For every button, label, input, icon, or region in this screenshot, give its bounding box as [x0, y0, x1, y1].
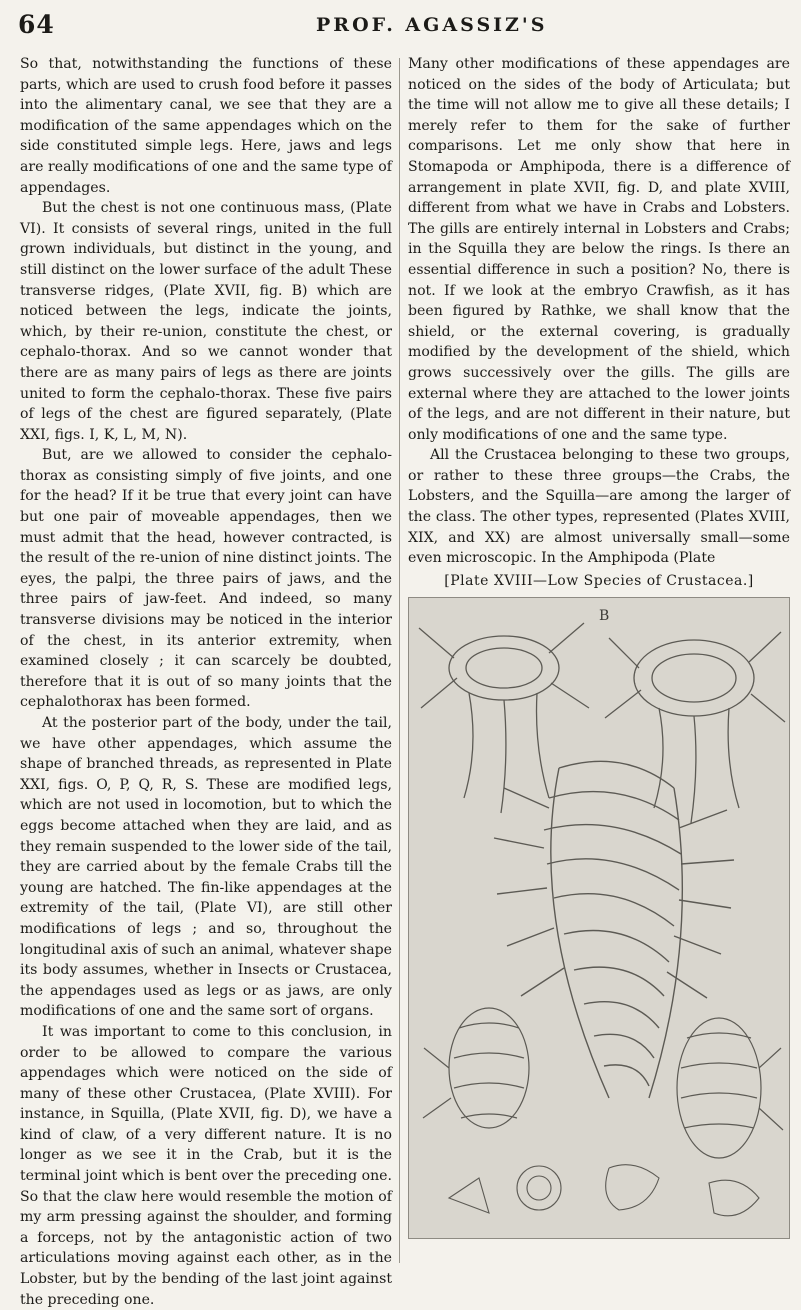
running-title: PROF. AGASSIZ'S: [316, 14, 548, 36]
paragraph: Many other modifications of these appendages are noticed on the sides of the body of Articulata; but the time will not allow me to give all these details; I merely refer to them for the sake of further comparisons. Let me only show that here in Stomapoda or Amphipoda, there is a difference of arrangement in plate XVII, fig. D, and plate XVIII, different from what we have in Crabs and Lobsters. The gills are entirely internal in Lobsters and Crabs; in the Squilla they are below the rings. Is there an essential difference in such a position? No, there is not. If we look at the embryo Crawfish, as it has been figured by Rathke, we shall know that the shield, or the external covering, is gradually modified by the development of the shield, which grows successively over the gills. The gills are external where they are attached to the lower joints of the legs, and are not different in their nature, but only modifications of one and the same type.: [408, 56, 790, 443]
plate-background: [409, 598, 789, 1238]
plate-figure-label: B: [599, 608, 610, 625]
paragraph: At the posterior part of the body, under the tail, we have other appendages, which assume the shape of branched threads, as represented in Plate XXI, figs. O, P, Q, R, S. These are modified legs, which are not used in locomotion, but to which the eggs become attached when they are laid, and as they remain suspended to the lower side of the tail, they are carried about by the female Crabs till the young are hatched. The fin-like appendages at the extremity of the tail, (Plate VI), are still other modifications of legs ; and so, throughout the longitudinal axis of such an animal, whatever shape its body assumes, whether in Insects or Crustacea, the appendages used as legs or as jaws, are only modifications of one and the same sort of organs.: [20, 715, 392, 1020]
paragraph: But the chest is not one continuous mass, (Plate VI). It consists of several rings, united in the full grown individuals, but distinct in the young, and still distinct on the lower surface of the adult These transverse ridges, (Plate XVII, fig. B) which are noticed between the legs, indicate the joints, which, by their re-union, constitute the chest, or cephalo-thorax. And so we cannot wonder that there are as many pairs of legs as there are joints united to form the cephalo-thorax. These five pairs of legs of the chest are figured separately, (Plate XXI, figs. I, K, L, M, N).: [20, 200, 392, 443]
paragraph: But, are we allowed to consider the cephalo-thorax as consisting simply of five joints, and one for the head? If it be true that every joint can have but one pair of moveable appendages, then we must admit that the head, however contracted, is the result of the re-union of nine distinct joints. The eyes, the palpi, the three pairs of jaws, and the three pairs of jaw-feet. And indeed, so many transverse divisions may be noticed in the interior of the chest, in its anterior extremity, when examined closely ; it can scarcely be doubted, therefore that it is out of so many joints that the cephalothorax has been formed.: [20, 447, 392, 711]
page-number: 64: [18, 10, 55, 39]
column-divider: [399, 58, 400, 1263]
running-header: [18, 10, 783, 46]
plate-illustration: [408, 597, 790, 1239]
right-column: [408, 54, 790, 1239]
left-column: [20, 54, 392, 1310]
paragraph: So that, notwithstanding the functions of these parts, which are used to crush food before it passes into the alimentary canal, we see that they are a modification of the same appendages which on the side constituted simple legs. Here, jaws and legs are really modifications of one and the same type of appendages.: [20, 56, 392, 196]
plate-caption: [Plate XVIII—Low Species of Crustacea.]: [444, 572, 754, 589]
paragraph: All the Crustacea belonging to these two groups, or rather to these three groups—the Crabs, the Lobsters, and the Squilla—are among the larger of the class. The other types, represented (Plates XVIII, XIX, and XX) are almost universally small—some even microscopic. In the Amphipoda (Plate: [408, 447, 790, 567]
paragraph: It was important to come to this conclusion, in order to be allowed to compare the various appendages which were noticed on the side of many of these other Crustacea, (Plate XVIII). For instance, in Squilla, (Plate XVII, fig. D), we have a kind of claw, of a very different nature. It is no longer as we see it in the Crab, but it is the terminal joint which is bent over the preceding one. So that the claw here would resemble the motion of my arm pressing against the shoulder, and forming a forceps, not by the antagonistic action of two articulations moving against each other, as in the Lobster, but by the bending of the last joint against the preceding one.: [20, 1023, 392, 1308]
